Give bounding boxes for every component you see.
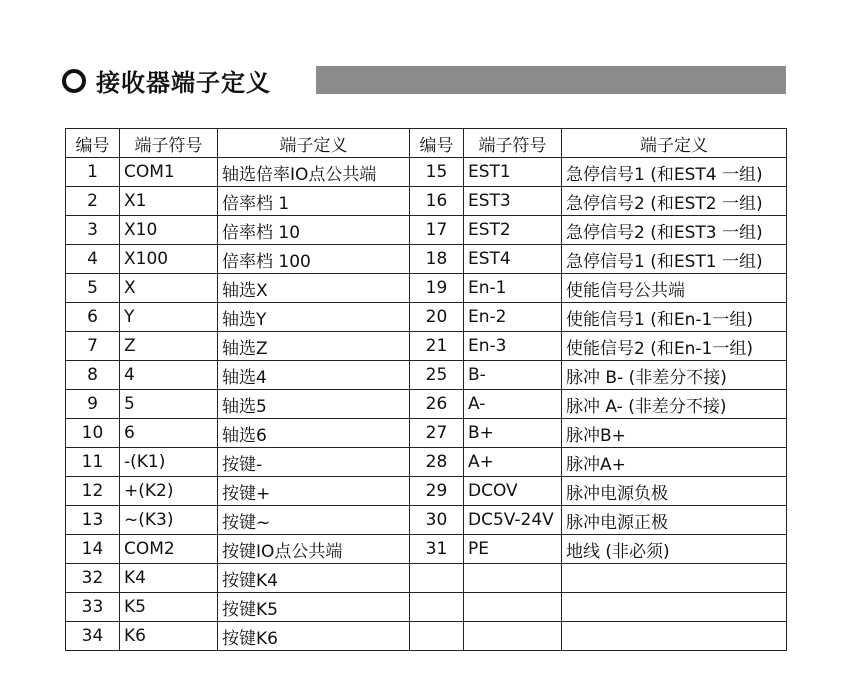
header-number: 编号 — [66, 129, 120, 158]
header-terminal-symbol: 端子符号 — [464, 129, 562, 158]
cell-symbol: K5 — [120, 593, 218, 622]
cell-number: 25 — [410, 361, 464, 390]
cell-definition: 脉冲电源正极 — [562, 506, 787, 535]
cell-number: 16 — [410, 187, 464, 216]
cell-definition: 按键K4 — [218, 564, 410, 593]
cell-definition: 轴选Y — [218, 303, 410, 332]
cell-symbol: EST4 — [464, 245, 562, 274]
cell-number: 31 — [410, 535, 464, 564]
cell-definition: 按键~ — [218, 506, 410, 535]
table-row — [66, 506, 787, 535]
cell-definition: 急停信号2 (和EST3 一组) — [562, 216, 787, 245]
cell-symbol: A+ — [464, 448, 562, 477]
cell-definition: 按键- — [218, 448, 410, 477]
header-number: 编号 — [410, 129, 464, 158]
table-row — [66, 477, 787, 506]
cell-symbol: Z — [120, 332, 218, 361]
cell-number: 19 — [410, 274, 464, 303]
cell-symbol: En-1 — [464, 274, 562, 303]
cell-number: 3 — [66, 216, 120, 245]
cell-symbol: B+ — [464, 419, 562, 448]
cell-number: 30 — [410, 506, 464, 535]
cell-definition: 急停信号1 (和EST4 一组) — [562, 158, 787, 187]
cell-number: 26 — [410, 390, 464, 419]
title-bar — [316, 66, 786, 94]
table-row — [66, 448, 787, 477]
cell-symbol: COM2 — [120, 535, 218, 564]
cell-symbol: EST3 — [464, 187, 562, 216]
cell-symbol: En-2 — [464, 303, 562, 332]
cell-definition: 急停信号2 (和EST2 一组) — [562, 187, 787, 216]
section-title: 接收器端子定义 — [96, 69, 271, 97]
table-header-row — [66, 129, 787, 158]
table-row — [66, 535, 787, 564]
cell-symbol: 5 — [120, 390, 218, 419]
cell-number: 34 — [66, 622, 120, 651]
cell-definition: 使能信号公共端 — [562, 274, 787, 303]
cell-number: 10 — [66, 419, 120, 448]
table-row — [66, 390, 787, 419]
cell-symbol: X1 — [120, 187, 218, 216]
cell-number: 11 — [66, 448, 120, 477]
cell-symbol: -(K1) — [120, 448, 218, 477]
header-terminal-definition: 端子定义 — [218, 129, 410, 158]
cell-number: 8 — [66, 361, 120, 390]
header-terminal-definition: 端子定义 — [562, 129, 787, 158]
cell-definition: 倍率档 100 — [218, 245, 410, 274]
cell-definition: 脉冲B+ — [562, 419, 787, 448]
cell-definition: 轴选Z — [218, 332, 410, 361]
cell-number: 7 — [66, 332, 120, 361]
cell-symbol: B- — [464, 361, 562, 390]
cell-definition: 脉冲电源负极 — [562, 477, 787, 506]
cell-definition: 使能信号1 (和En-1一组) — [562, 303, 787, 332]
cell-number: 13 — [66, 506, 120, 535]
cell-definition: 按键IO点公共端 — [218, 535, 410, 564]
cell-symbol: 6 — [120, 419, 218, 448]
cell-symbol — [464, 622, 562, 651]
cell-number: 17 — [410, 216, 464, 245]
cell-symbol: K6 — [120, 622, 218, 651]
cell-number: 5 — [66, 274, 120, 303]
cell-symbol: DCOV — [464, 477, 562, 506]
cell-definition: 按键+ — [218, 477, 410, 506]
cell-symbol: EST1 — [464, 158, 562, 187]
cell-definition: 急停信号1 (和EST1 一组) — [562, 245, 787, 274]
table-body — [66, 158, 787, 651]
table-row — [66, 419, 787, 448]
cell-symbol: K4 — [120, 564, 218, 593]
cell-symbol: COM1 — [120, 158, 218, 187]
cell-definition: 倍率档 1 — [218, 187, 410, 216]
cell-number — [410, 622, 464, 651]
cell-definition: 脉冲 A- (非差分不接) — [562, 390, 787, 419]
cell-number: 14 — [66, 535, 120, 564]
table-row — [66, 187, 787, 216]
cell-symbol — [464, 593, 562, 622]
cell-definition: 脉冲 B- (非差分不接) — [562, 361, 787, 390]
cell-definition: 轴选4 — [218, 361, 410, 390]
cell-symbol: X — [120, 274, 218, 303]
section-heading — [62, 63, 271, 98]
cell-symbol: +(K2) — [120, 477, 218, 506]
cell-number: 20 — [410, 303, 464, 332]
circle-bullet-icon — [62, 69, 86, 93]
table-row — [66, 564, 787, 593]
cell-definition: 按键K5 — [218, 593, 410, 622]
cell-number — [410, 593, 464, 622]
cell-number: 32 — [66, 564, 120, 593]
cell-number: 33 — [66, 593, 120, 622]
table-row — [66, 622, 787, 651]
table-row — [66, 593, 787, 622]
cell-definition — [562, 564, 787, 593]
cell-number: 1 — [66, 158, 120, 187]
table-row — [66, 245, 787, 274]
cell-definition — [562, 622, 787, 651]
terminal-definition-table — [65, 128, 787, 651]
cell-definition: 地线 (非必须) — [562, 535, 787, 564]
cell-definition: 轴选倍率IO点公共端 — [218, 158, 410, 187]
cell-definition: 倍率档 10 — [218, 216, 410, 245]
cell-definition: 轴选X — [218, 274, 410, 303]
cell-number: 2 — [66, 187, 120, 216]
cell-symbol: A- — [464, 390, 562, 419]
table-row — [66, 303, 787, 332]
cell-number: 29 — [410, 477, 464, 506]
cell-number: 15 — [410, 158, 464, 187]
cell-number — [410, 564, 464, 593]
cell-number: 6 — [66, 303, 120, 332]
cell-number: 9 — [66, 390, 120, 419]
cell-definition: 脉冲A+ — [562, 448, 787, 477]
table-row — [66, 361, 787, 390]
cell-number: 28 — [410, 448, 464, 477]
cell-symbol — [464, 564, 562, 593]
cell-definition: 使能信号2 (和En-1一组) — [562, 332, 787, 361]
cell-definition: 轴选6 — [218, 419, 410, 448]
cell-number: 4 — [66, 245, 120, 274]
cell-symbol: 4 — [120, 361, 218, 390]
cell-symbol: EST2 — [464, 216, 562, 245]
cell-definition — [562, 593, 787, 622]
table-row — [66, 274, 787, 303]
cell-symbol: X100 — [120, 245, 218, 274]
cell-symbol: En-3 — [464, 332, 562, 361]
cell-symbol: ~(K3) — [120, 506, 218, 535]
table-row — [66, 158, 787, 187]
cell-definition: 轴选5 — [218, 390, 410, 419]
cell-number: 27 — [410, 419, 464, 448]
cell-definition: 按键K6 — [218, 622, 410, 651]
table-row — [66, 332, 787, 361]
cell-number: 21 — [410, 332, 464, 361]
table-row — [66, 216, 787, 245]
cell-symbol: DC5V-24V — [464, 506, 562, 535]
cell-number: 12 — [66, 477, 120, 506]
cell-symbol: Y — [120, 303, 218, 332]
cell-number: 18 — [410, 245, 464, 274]
header-terminal-symbol: 端子符号 — [120, 129, 218, 158]
cell-symbol: X10 — [120, 216, 218, 245]
cell-symbol: PE — [464, 535, 562, 564]
